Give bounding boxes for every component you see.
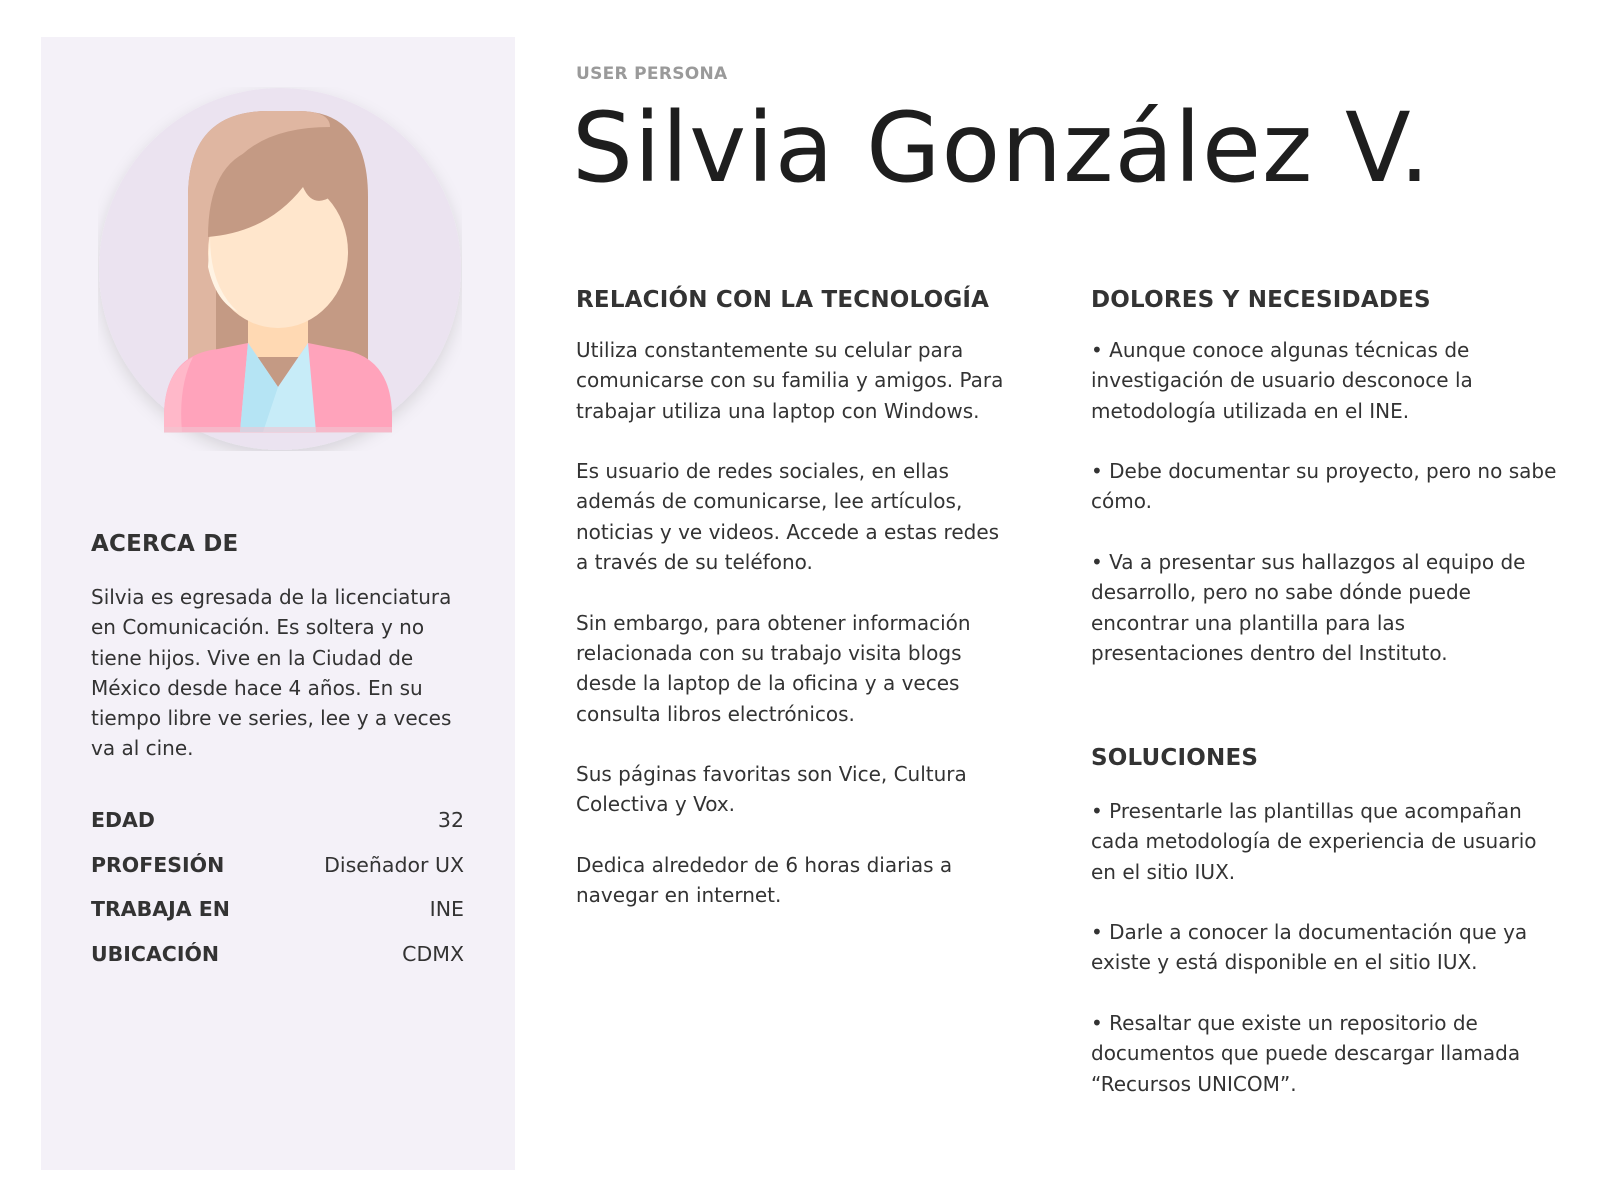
fact-value: INE <box>429 897 464 921</box>
technology-section <box>576 287 1016 941</box>
solution-item: • Presentarle las plantillas que acompañan cada metodología de experiencia de usuario en el sitio IUX. <box>1091 799 1537 884</box>
about-title: ACERCA DE <box>91 531 239 557</box>
avatar <box>98 87 462 451</box>
fact-row-profession <box>91 853 464 898</box>
pains-title: DOLORES Y NECESIDADES <box>1091 287 1431 313</box>
technology-title: RELACIÓN CON LA TECNOLOGÍA <box>576 287 990 313</box>
solution-item: • Darle a conocer la documentación que ya existe y está disponible en el sitio IUX. <box>1091 920 1528 975</box>
technology-paragraph: Utiliza constantemente su celular para comunicarse con su familia y amigos. Para trabajar utiliza una laptop con Windows. <box>576 338 1004 423</box>
fact-label: TRABAJA EN <box>91 897 230 921</box>
fact-value: 32 <box>437 808 464 832</box>
pains-section <box>1091 287 1561 699</box>
pain-item: • Debe documentar su proyecto, pero no sabe cómo. <box>1091 459 1557 514</box>
solutions-section <box>1091 796 1561 1129</box>
persona-facts <box>91 808 464 986</box>
fact-row-workplace <box>91 897 464 942</box>
solution-item: • Resaltar que existe un repositorio de documentos que puede descargar llamada “Recursos UNICOM”. <box>1091 1011 1521 1096</box>
technology-paragraph: Sin embargo, para obtener información relacionada con su trabajo visita blogs desde la laptop de la oficina y a veces consulta libros electrónicos. <box>576 610 971 726</box>
fact-label: UBICACIÓN <box>91 941 220 966</box>
pain-item: • Aunque conoce algunas técnicas de investigación de usuario desconoce la metodología utilizada en el INE. <box>1091 338 1473 423</box>
technology-paragraph: Dedica alrededor de 6 horas diarias a navegar en internet. <box>576 853 953 908</box>
document-eyebrow: USER PERSONA <box>576 64 728 84</box>
about-text: Silvia es egresada de la licenciatura en Comunicación. Es soltera y no tiene hijos. Vive en la Ciudad de México desde hace 4 años. En su tiempo libre ve series, lee y a veces va al cine. <box>91 585 452 761</box>
profile-sidebar <box>41 37 515 1170</box>
fact-label: EDAD <box>91 808 155 832</box>
technology-paragraph: Es usuario de redes sociales, en ellas además de comunicarse, lee artículos, noticias y ve videos. Accede a estas redes a través de su teléfono. <box>576 459 1000 575</box>
pain-item: • Va a presentar sus hallazgos al equipo de desarrollo, pero no sabe dónde puede encontrar una plantilla para las presentaciones dentro del Instituto. <box>1091 550 1526 665</box>
fact-row-location <box>91 942 464 987</box>
persona-name: Silvia González V. <box>572 92 1431 204</box>
fact-value: Diseñador UX <box>324 852 464 877</box>
woman-avatar-icon <box>98 87 462 451</box>
solutions-title: SOLUCIONES <box>1091 745 1259 771</box>
fact-value: CDMX <box>402 941 464 966</box>
technology-paragraph: Sus páginas favoritas son Vice, Cultura Colectiva y Vox. <box>576 762 967 817</box>
fact-row-age <box>91 808 464 853</box>
fact-label: PROFESIÓN <box>91 852 225 877</box>
